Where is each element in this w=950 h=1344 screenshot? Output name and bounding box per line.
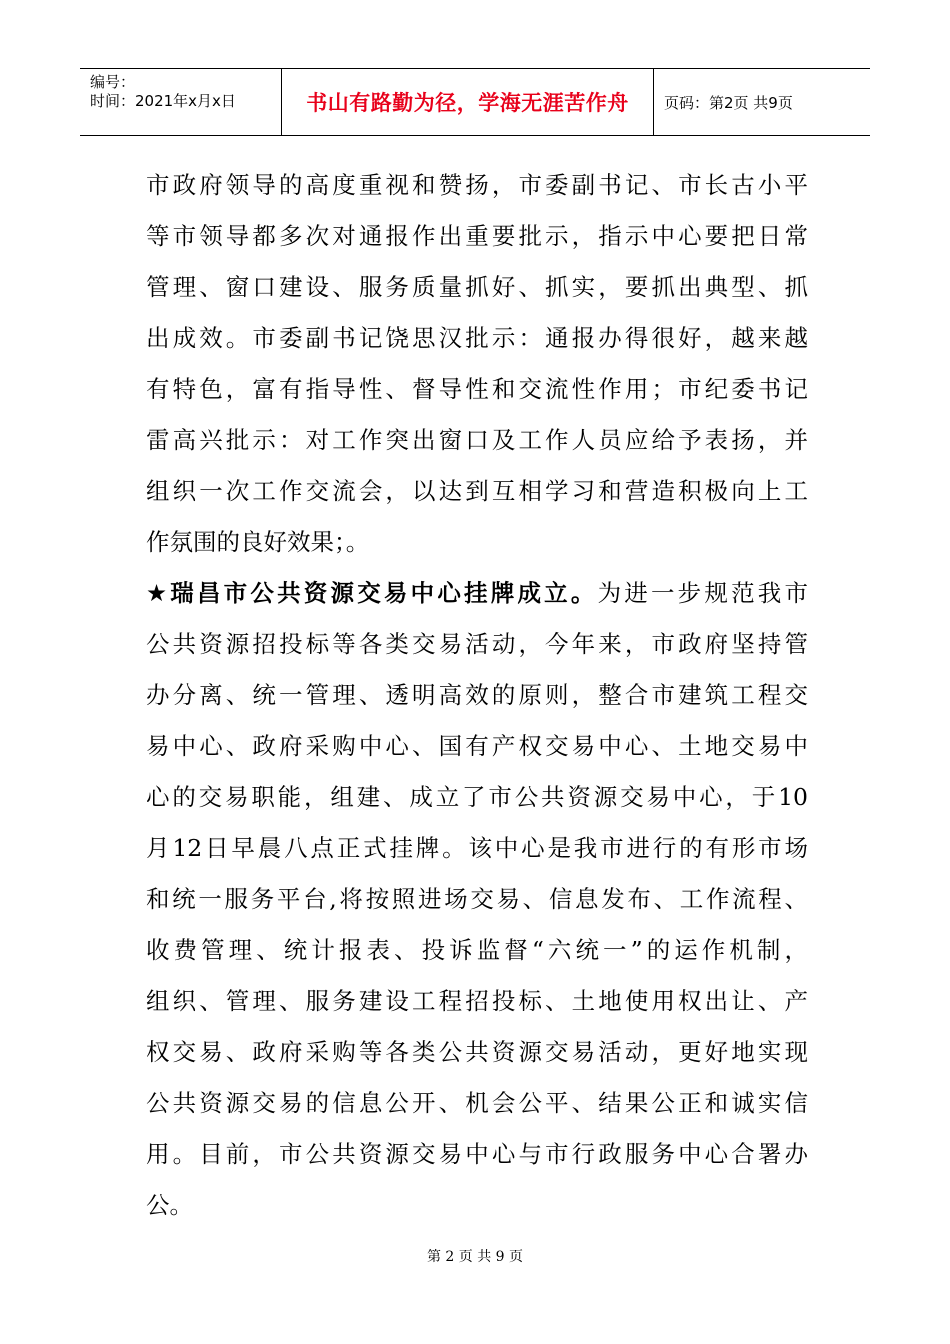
text-line: 公共资源招投标等各类交易活动，今年来，市政府坚持管 [146, 630, 808, 658]
text-line: 作氛围的良好效果；。 [146, 528, 370, 556]
text-line: 月12日早晨八点正式挂牌。该中心是我市进行的有形市场 [146, 834, 808, 862]
text-line: 公。 [146, 1191, 193, 1219]
text-line: 出成效。市委副书记饶思汉批示：通报办得很好，越来越 [146, 324, 808, 352]
paragraph-1 [146, 160, 808, 568]
text-line: 用。目前，市公共资源交易中心与市行政服务中心合署办 [146, 1140, 808, 1168]
text-line: 组织一次工作交流会，以达到互相学习和营造积极向上工 [146, 477, 808, 505]
text-line: 心的交易职能，组建、成立了市公共资源交易中心，于10 [146, 783, 808, 811]
text-line: 办分离、统一管理、透明高效的原则，整合市建筑工程交 [146, 681, 808, 709]
text-line: 等市领导都多次对通报作出重要批示，指示中心要把日常 [146, 222, 808, 250]
header-page-info: 页码：第2页 共9页 [664, 93, 793, 112]
header-motto: 书山有路勤为径，学海无涯苦作舟 [282, 69, 654, 135]
text-line: 市政府领导的高度重视和赞扬，市委副书记、市长古小平 [146, 171, 808, 199]
page-footer: 第 2 页 共 9 页 [426, 1249, 524, 1265]
text-line: 公共资源交易的信息公开、机会公平、结果公正和诚实信 [146, 1089, 808, 1117]
document-time: 时间：2021年x月x日 [90, 92, 236, 110]
text-line: 有特色，富有指导性、督导性和交流性作用；市纪委书记 [146, 375, 808, 403]
text-line: 管理、窗口建设、服务质量抓好、抓实，要抓出典型、抓 [146, 273, 808, 301]
document-body [146, 160, 808, 1231]
text-line: 易中心、政府采购中心、国有产权交易中心、土地交易中 [146, 732, 808, 760]
paragraph-2 [146, 619, 808, 1231]
header-meta [80, 69, 282, 135]
text-line: 雷高兴批示：对工作突出窗口及工作人员应给予表扬，并 [146, 426, 808, 454]
text-line: 和统一服务平台,将按照进场交易、信息发布、工作流程、 [146, 885, 808, 913]
paragraph-2-first-line [146, 568, 808, 619]
text-line: 收费管理、统计报表、投诉监督“六统一”的运作机制， [146, 936, 808, 964]
text-line: 组织、管理、服务建设工程招投标、土地使用权出让、产 [146, 987, 808, 1015]
text-line: 权交易、政府采购等各类公共资源交易活动，更好地实现 [146, 1038, 808, 1066]
section-heading-rest: 为进一步规范我市 [597, 579, 808, 607]
section-heading: ★瑞昌市公共资源交易中心挂牌成立。 [146, 579, 598, 607]
document-number: 编号： [90, 73, 136, 91]
page-header [80, 68, 870, 136]
